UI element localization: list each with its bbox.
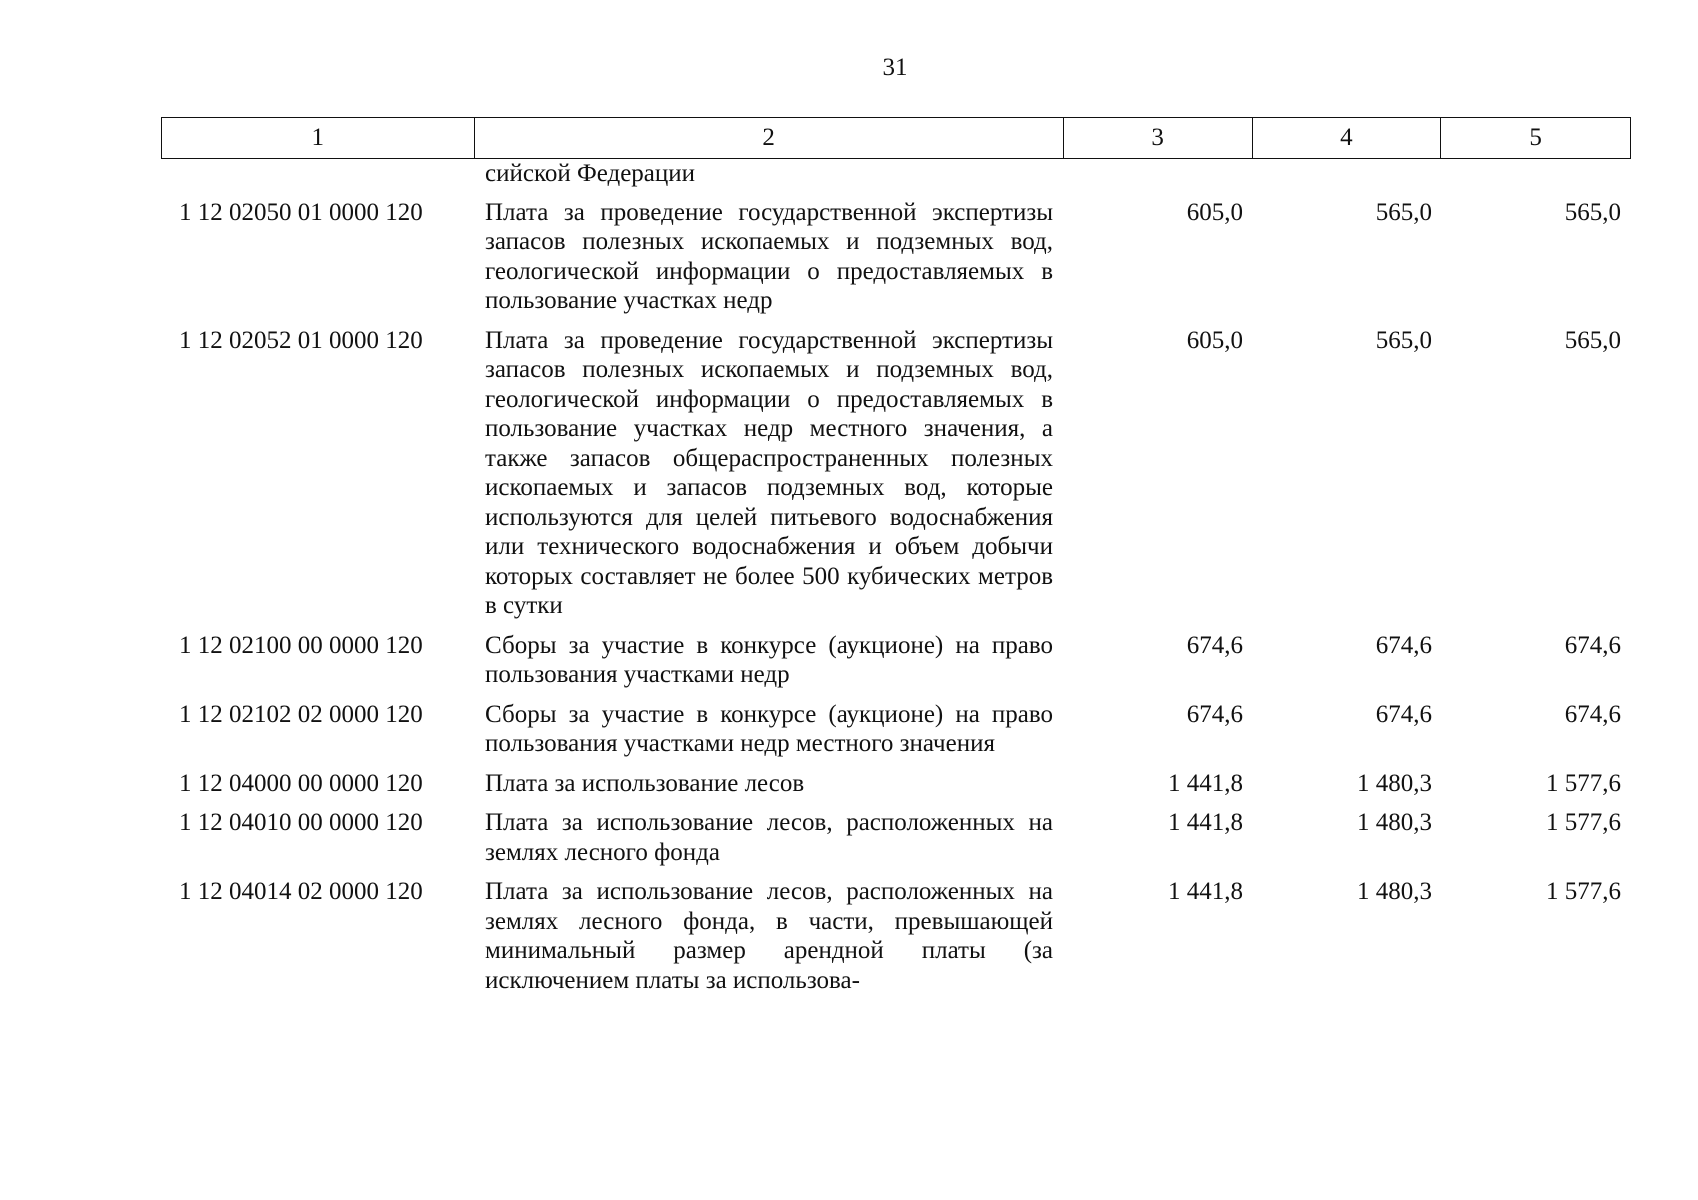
- budget-table: [161, 117, 1631, 1005]
- row-value-4: 565,0: [1375, 198, 1432, 226]
- row-name: Сборы за участие в конкурсе (аукционе) на право пользования участками недр: [485, 631, 1053, 688]
- row-value-4: 1 480,3: [1357, 809, 1432, 836]
- row-code: 1 12 02100 00 0000 120: [179, 631, 423, 659]
- row-code: 1 12 02102 02 0000 120: [179, 700, 423, 728]
- row-value-3: 605,0: [1186, 326, 1243, 354]
- table-row-continuation: [161, 159, 1631, 189]
- row-name: Плата за проведение государственной экспертизы запасов полезных ископаемых и подземных вод, геологической информации о предоставляемых в пользование участках недр: [485, 198, 1053, 314]
- row-code: 1 12 04000 00 0000 120: [179, 769, 423, 797]
- row-value-4: 1 480,3: [1357, 769, 1432, 797]
- row-name: Плата за использование лесов, расположенных на землях лесного фонда: [485, 809, 1053, 866]
- row-value-3: 1 441,8: [1168, 878, 1243, 905]
- row-value-5: 1 577,6: [1546, 769, 1621, 797]
- row-value-3: 674,6: [1186, 700, 1243, 728]
- header-col-1: 1: [162, 118, 475, 158]
- table-row: [161, 326, 1631, 621]
- row-value-5: 565,0: [1564, 326, 1621, 354]
- row-code: 1 12 02050 01 0000 120: [179, 198, 423, 226]
- row-code: [161, 159, 474, 189]
- table-row: [161, 631, 1631, 690]
- header-col-3: 3: [1064, 118, 1253, 158]
- table-row: [161, 198, 1631, 316]
- row-value-3: [1064, 159, 1253, 189]
- row-code: 1 12 02052 01 0000 120: [179, 326, 423, 354]
- row-value-4: 674,6: [1375, 631, 1432, 659]
- row-value-3: 605,0: [1186, 198, 1243, 226]
- table-row: [161, 700, 1631, 759]
- row-name: Плата за использование лесов: [485, 769, 805, 797]
- row-value-5: 1 577,6: [1546, 809, 1621, 836]
- row-name: Плата за использование лесов, расположенных на землях лесного фонда, в части, превышающей минимальный размер арендной платы (за исключением платы за использова-: [485, 878, 1053, 994]
- row-name: Плата за проведение государственной экспертизы запасов полезных ископаемых и подземных вод, геологической информации о предоставляемых в пользование участках недр местного значения, а также запасов общераспространенных полезных ископаемых и запасов подземных вод, которые используются для целей питьевого водоснабжения или технического водоснабжения и объем добычи которых составляет не более 500 кубических метров в сутки: [485, 326, 1053, 619]
- row-value-3: 1 441,8: [1168, 809, 1243, 836]
- row-name: Сборы за участие в конкурсе (аукционе) на право пользования участками недр местного значения: [485, 700, 1053, 757]
- row-value-3: 674,6: [1186, 631, 1243, 659]
- table-row: [161, 877, 1631, 995]
- row-name: сийской Федерации: [485, 160, 696, 187]
- table-row: [161, 769, 1631, 799]
- table-body: [161, 159, 1631, 995]
- row-value-3: 1 441,8: [1168, 769, 1243, 797]
- row-code: 1 12 04010 00 0000 120: [179, 809, 423, 836]
- row-value-4: 565,0: [1375, 326, 1432, 354]
- row-value-4: 1 480,3: [1357, 878, 1432, 905]
- page-number: 31: [882, 54, 908, 81]
- table-row: [161, 808, 1631, 867]
- row-value-5: 565,0: [1564, 198, 1621, 226]
- row-code: 1 12 04014 02 0000 120: [179, 878, 423, 905]
- table-header-row: [161, 117, 1631, 159]
- row-value-5: 674,6: [1564, 700, 1621, 728]
- header-col-5: 5: [1529, 124, 1542, 151]
- row-value-4: 674,6: [1375, 700, 1432, 728]
- row-value-5: [1442, 159, 1631, 189]
- header-col-2: 2: [475, 118, 1064, 158]
- row-value-5: 1 577,6: [1546, 878, 1621, 905]
- header-col-4: 4: [1253, 118, 1442, 158]
- row-value-5: 674,6: [1564, 631, 1621, 659]
- row-value-4: [1253, 159, 1442, 189]
